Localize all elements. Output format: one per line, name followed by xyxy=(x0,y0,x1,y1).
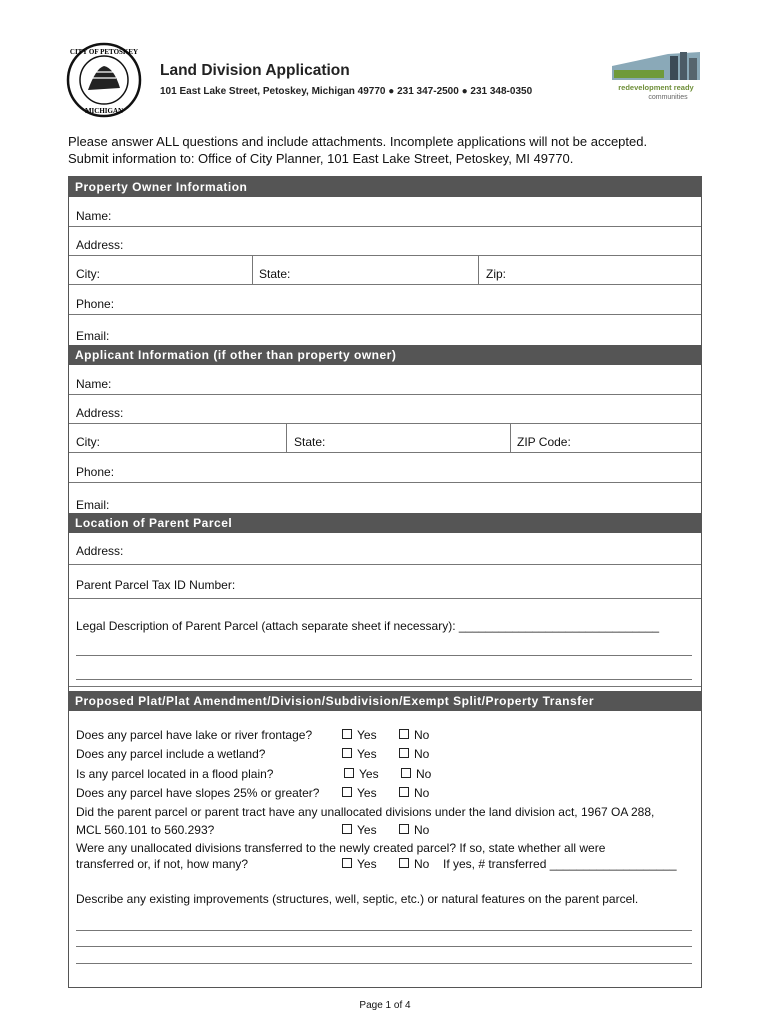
parcel-tax-id-field[interactable] xyxy=(69,565,701,599)
slopes-yes-option[interactable] xyxy=(342,786,377,800)
checkbox[interactable] xyxy=(342,858,352,868)
owner-email-label: Email: xyxy=(76,329,110,343)
number-transferred-field[interactable]: If yes, # transferred ___________________ xyxy=(443,857,677,871)
page-title: Land Division Application xyxy=(160,62,350,79)
wetland-yes-option[interactable] xyxy=(342,747,377,761)
legal-description-line-2[interactable] xyxy=(76,655,692,656)
checkbox[interactable] xyxy=(342,824,352,834)
question-wetland: Does any parcel include a wetland? xyxy=(76,747,266,761)
owner-state-label[interactable]: State: xyxy=(259,267,291,281)
owner-email-field[interactable] xyxy=(69,315,701,344)
owner-zip-label[interactable]: Zip: xyxy=(486,267,507,281)
owner-city-state-zip-row xyxy=(69,256,701,285)
checkbox[interactable] xyxy=(399,858,409,868)
instructions-line-2: Submit information to: Office of City Planner, 101 East Lake Street, Petoskey, MI 49770. xyxy=(68,151,574,166)
section-header-proposed: Proposed Plat/Plat Amendment/Division/Subdivision/Exempt Split/Property Transfer xyxy=(69,691,701,711)
option-no-label: No xyxy=(416,767,432,781)
improvements-line-1[interactable] xyxy=(76,930,692,931)
page-number: Page 1 of 4 xyxy=(359,1000,411,1011)
checkbox[interactable] xyxy=(342,787,352,797)
question-divisions-transferred-cont: transferred or, if not, how many? xyxy=(76,857,249,871)
improvements-line-3[interactable] xyxy=(76,963,692,964)
parcel-address-label: Address: xyxy=(76,544,124,558)
frontage-no-option[interactable] xyxy=(399,728,429,742)
option-no-label: No xyxy=(414,857,430,871)
checkbox[interactable] xyxy=(399,748,409,758)
checkbox[interactable] xyxy=(342,748,352,758)
svg-text:redevelopment ready: redevelopment ready xyxy=(618,83,694,92)
option-yes-label: Yes xyxy=(357,728,377,742)
svg-text:CITY OF PETOSKEY: CITY OF PETOSKEY xyxy=(69,48,139,56)
option-yes-label: Yes xyxy=(357,786,377,800)
applicant-address-label: Address: xyxy=(76,406,124,420)
wetland-no-option[interactable] xyxy=(399,747,429,761)
application-form xyxy=(68,176,702,988)
parcel-legal-description-block xyxy=(69,599,701,687)
improvements-line-2[interactable] xyxy=(76,946,692,947)
owner-phone-field[interactable] xyxy=(69,285,701,315)
checkbox[interactable] xyxy=(342,729,352,739)
option-no-label: No xyxy=(414,786,430,800)
section-header-parent-parcel: Location of Parent Parcel xyxy=(69,513,701,533)
owner-name-label: Name: xyxy=(76,209,112,223)
unallocated-yes-option[interactable] xyxy=(342,823,377,837)
checkbox[interactable] xyxy=(344,768,354,778)
applicant-phone-label: Phone: xyxy=(76,465,115,479)
option-no-label: No xyxy=(414,747,430,761)
flood-plain-no-option[interactable] xyxy=(401,767,431,781)
option-no-label: No xyxy=(414,823,430,837)
instructions-line-1: Please answer ALL questions and include attachments. Incomplete applications will not be accepted. xyxy=(68,134,648,149)
checkbox[interactable] xyxy=(399,729,409,739)
unallocated-no-option[interactable] xyxy=(399,823,429,837)
describe-improvements-label: Describe any existing improvements (structures, well, septic, etc.) or natural features on the parent parcel. xyxy=(76,892,639,906)
applicant-zip-label[interactable]: ZIP Code: xyxy=(517,435,571,449)
checkbox[interactable] xyxy=(399,787,409,797)
owner-address-label: Address: xyxy=(76,238,124,252)
transferred-yes-option[interactable] xyxy=(342,857,377,871)
owner-city-label[interactable]: City: xyxy=(76,267,100,281)
redevelopment-ready-logo xyxy=(610,50,704,106)
owner-name-field[interactable] xyxy=(69,197,701,227)
office-address: 101 East Lake Street, Petoskey, Michigan 49770 ● 231 347-2500 ● 231 348-0350 xyxy=(160,86,533,97)
owner-phone-label: Phone: xyxy=(76,297,115,311)
section-header-applicant: Applicant Information (if other than property owner) xyxy=(69,345,701,365)
legal-description-label[interactable]: Legal Description of Parent Parcel (attach separate sheet if necessary): ______________________________ xyxy=(76,619,660,633)
question-frontage: Does any parcel have lake or river frontage? xyxy=(76,728,313,742)
parcel-address-field[interactable] xyxy=(69,533,701,565)
applicant-email-label: Email: xyxy=(76,498,110,512)
city-seal-logo xyxy=(66,42,142,118)
question-unallocated-divisions: Did the parent parcel or parent tract have any unallocated divisions under the land division act, 1967 OA 288, xyxy=(76,805,655,819)
svg-text:MICHIGAN: MICHIGAN xyxy=(84,107,124,115)
frontage-yes-option[interactable] xyxy=(342,728,377,742)
applicant-state-label[interactable]: State: xyxy=(294,435,326,449)
flood-plain-yes-option[interactable] xyxy=(344,767,379,781)
applicant-address-field[interactable] xyxy=(69,395,701,424)
applicant-phone-field[interactable] xyxy=(69,453,701,483)
question-unallocated-divisions-cont: MCL 560.101 to 560.293? xyxy=(76,823,215,837)
applicant-city-label[interactable]: City: xyxy=(76,435,100,449)
svg-text:communities: communities xyxy=(648,94,688,101)
transferred-no-option[interactable] xyxy=(399,857,429,871)
option-yes-label: Yes xyxy=(357,747,377,761)
applicant-city-state-zip-row xyxy=(69,424,701,453)
parcel-tax-id-label: Parent Parcel Tax ID Number: xyxy=(76,578,236,592)
option-no-label: No xyxy=(414,728,430,742)
checkbox[interactable] xyxy=(401,768,411,778)
question-divisions-transferred: Were any unallocated divisions transferred to the newly created parcel? If so, state whether all were xyxy=(76,841,606,855)
owner-address-field[interactable] xyxy=(69,227,701,256)
option-yes-label: Yes xyxy=(357,823,377,837)
option-yes-label: Yes xyxy=(359,767,379,781)
slopes-no-option[interactable] xyxy=(399,786,429,800)
option-yes-label: Yes xyxy=(357,857,377,871)
applicant-email-field[interactable] xyxy=(69,483,701,513)
instructions xyxy=(68,133,718,167)
legal-description-line-3[interactable] xyxy=(76,679,692,680)
question-flood-plain: Is any parcel located in a flood plain? xyxy=(76,767,274,781)
applicant-name-field[interactable] xyxy=(69,365,701,395)
checkbox[interactable] xyxy=(399,824,409,834)
section-header-property-owner: Property Owner Information xyxy=(69,177,701,197)
applicant-name-label: Name: xyxy=(76,377,112,391)
question-slopes: Does any parcel have slopes 25% or greater? xyxy=(76,786,320,800)
